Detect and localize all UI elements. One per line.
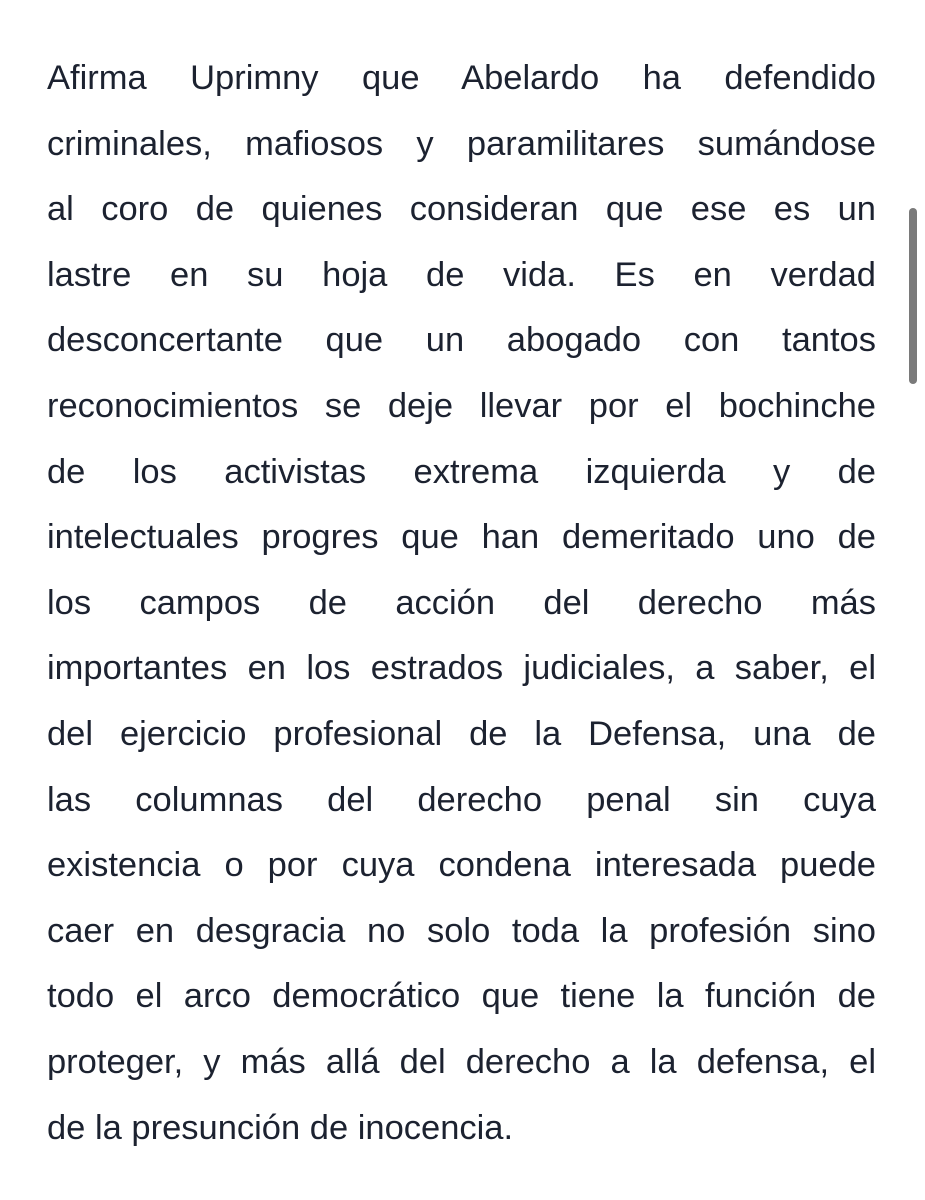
paragraph-line: intelectuales progres que han demeritado uno de	[47, 518, 876, 557]
paragraph-line: caer en desgracia no solo toda la profesión sino	[47, 911, 876, 950]
paragraph-line: proteger, y más allá del derecho a la defensa, el	[47, 1042, 876, 1081]
paragraph-line-last: de la presunción de inocencia.	[47, 1108, 514, 1147]
paragraph-line: Afirma Uprimny que Abelardo ha defendido	[47, 59, 876, 97]
paragraph-line: criminales, mafiosos y paramilitares sumándose	[47, 124, 876, 163]
paragraph-line: existencia o por cuya condena interesada puede	[47, 846, 876, 885]
paragraph-line: reconocimientos se deje llevar por el bochinche	[47, 386, 876, 425]
paragraph-line: lastre en su hoja de vida. Es en verdad	[47, 255, 876, 294]
paragraph-line: desconcertante que un abogado con tantos	[47, 321, 876, 360]
paragraph-line: importantes en los estrados judiciales, a saber, el	[47, 649, 876, 688]
paragraph-line: los campos de acción del derecho más	[47, 583, 876, 622]
paragraph-line: las columnas del derecho penal sin cuya	[47, 780, 876, 819]
paragraph-line: al coro de quienes consideran que ese es un	[47, 190, 876, 229]
article-paragraph	[47, 46, 876, 1161]
vertical-scrollbar-thumb[interactable]	[909, 208, 917, 384]
paragraph-line: de los activistas extrema izquierda y de	[47, 452, 876, 491]
paragraph-line: del ejercicio profesional de la Defensa, una de	[47, 714, 876, 753]
paragraph-line: todo el arco democrático que tiene la función de	[47, 977, 876, 1016]
